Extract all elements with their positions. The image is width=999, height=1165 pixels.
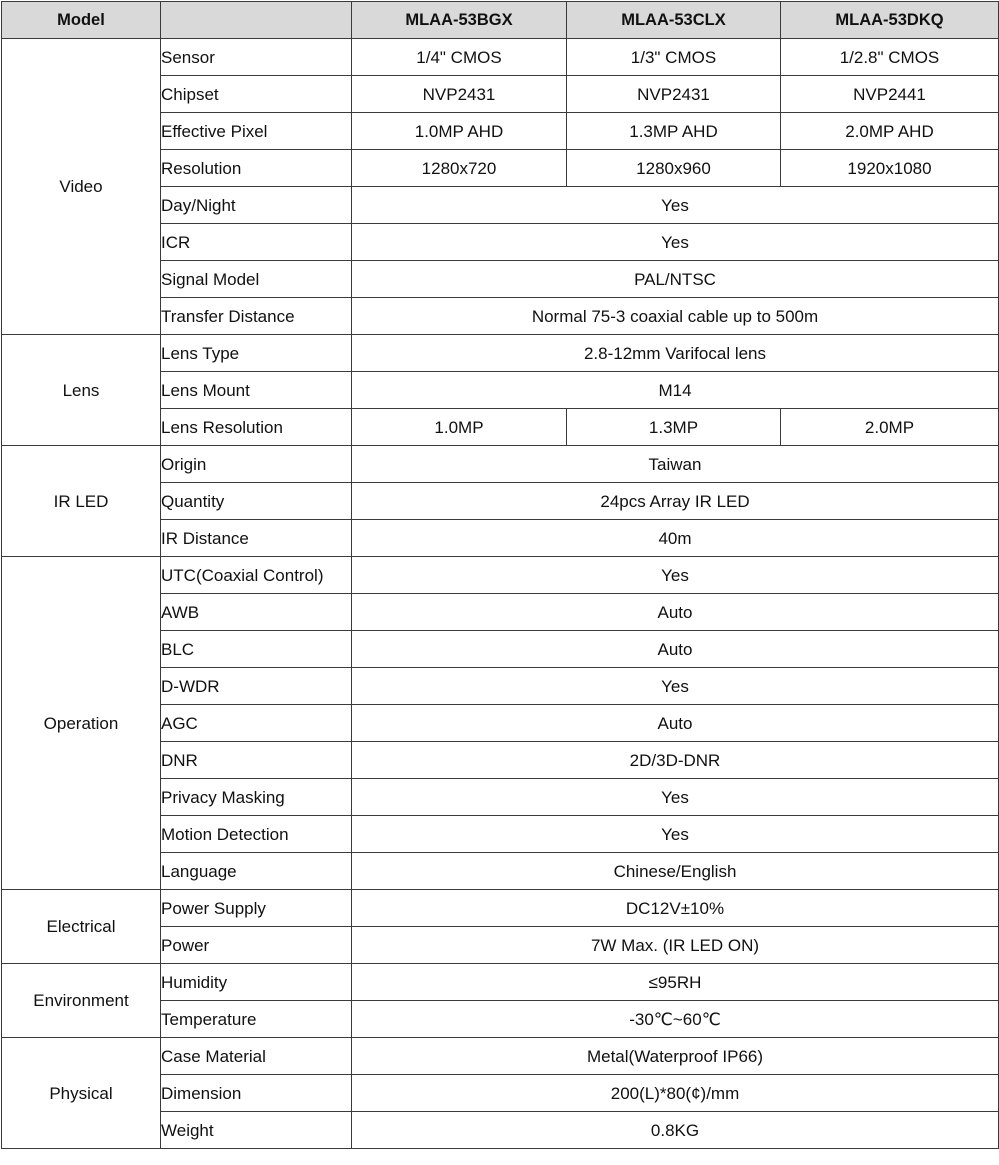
spec-value: Auto — [352, 705, 999, 742]
param-label: Privacy Masking — [161, 779, 352, 816]
param-label: Weight — [161, 1112, 352, 1149]
spec-value: Yes — [352, 779, 999, 816]
spec-value: 1/4" CMOS — [352, 39, 567, 76]
spec-value: Chinese/English — [352, 853, 999, 890]
spec-value: M14 — [352, 372, 999, 409]
param-label: Transfer Distance — [161, 298, 352, 335]
param-label: Lens Resolution — [161, 409, 352, 446]
spec-value: 1.0MP AHD — [352, 113, 567, 150]
param-label: Case Material — [161, 1038, 352, 1075]
spec-value: 2.0MP AHD — [781, 113, 999, 150]
param-label: Chipset — [161, 76, 352, 113]
param-label: DNR — [161, 742, 352, 779]
param-header — [161, 2, 352, 39]
param-label: BLC — [161, 631, 352, 668]
spec-value: 24pcs Array IR LED — [352, 483, 999, 520]
param-label: Day/Night — [161, 187, 352, 224]
model-column-header: MLAA-53CLX — [567, 2, 781, 39]
spec-value: NVP2431 — [352, 76, 567, 113]
spec-value: 1/3" CMOS — [567, 39, 781, 76]
spec-value: Metal(Waterproof IP66) — [352, 1038, 999, 1075]
param-label: Effective Pixel — [161, 113, 352, 150]
section-label: Physical — [2, 1038, 161, 1149]
param-label: D-WDR — [161, 668, 352, 705]
param-label: ICR — [161, 224, 352, 261]
spec-value: Taiwan — [352, 446, 999, 483]
table-row — [2, 335, 999, 372]
param-label: IR Distance — [161, 520, 352, 557]
section-label: Lens — [2, 335, 161, 446]
spec-value: 7W Max. (IR LED ON) — [352, 927, 999, 964]
header-row — [2, 2, 999, 39]
param-label: Lens Mount — [161, 372, 352, 409]
section-label: Electrical — [2, 890, 161, 964]
section-label: Operation — [2, 557, 161, 890]
spec-value: 1920x1080 — [781, 150, 999, 187]
spec-value: -30℃~60℃ — [352, 1001, 999, 1038]
model-header: Model — [2, 2, 161, 39]
param-label: Language — [161, 853, 352, 890]
spec-value: DC12V±10% — [352, 890, 999, 927]
table-row — [2, 446, 999, 483]
spec-value: NVP2441 — [781, 76, 999, 113]
param-label: Lens Type — [161, 335, 352, 372]
spec-value: PAL/NTSC — [352, 261, 999, 298]
spec-value: Yes — [352, 557, 999, 594]
model-column-header: MLAA-53BGX — [352, 2, 567, 39]
spec-value: 1.0MP — [352, 409, 567, 446]
param-label: AWB — [161, 594, 352, 631]
section-label: Video — [2, 39, 161, 335]
spec-value: Yes — [352, 187, 999, 224]
param-label: Power — [161, 927, 352, 964]
param-label: AGC — [161, 705, 352, 742]
spec-value: Auto — [352, 631, 999, 668]
table-row — [2, 39, 999, 76]
param-label: Quantity — [161, 483, 352, 520]
param-label: Humidity — [161, 964, 352, 1001]
param-label: Sensor — [161, 39, 352, 76]
param-label: Power Supply — [161, 890, 352, 927]
spec-value: 40m — [352, 520, 999, 557]
spec-value: Auto — [352, 594, 999, 631]
spec-value: 1280x960 — [567, 150, 781, 187]
spec-value: 200(L)*80(¢)/mm — [352, 1075, 999, 1112]
table-row — [2, 1038, 999, 1075]
section-label: Environment — [2, 964, 161, 1038]
spec-value: 1.3MP — [567, 409, 781, 446]
spec-value: Yes — [352, 668, 999, 705]
spec-table — [1, 1, 999, 1149]
spec-value: 2.8-12mm Varifocal lens — [352, 335, 999, 372]
spec-table-header — [2, 2, 999, 39]
table-row — [2, 557, 999, 594]
spec-value: Normal 75-3 coaxial cable up to 500m — [352, 298, 999, 335]
param-label: Origin — [161, 446, 352, 483]
param-label: Dimension — [161, 1075, 352, 1112]
section-label: IR LED — [2, 446, 161, 557]
spec-value: ≤95RH — [352, 964, 999, 1001]
model-column-header: MLAA-53DKQ — [781, 2, 999, 39]
param-label: UTC(Coaxial Control) — [161, 557, 352, 594]
spec-value: Yes — [352, 816, 999, 853]
table-row — [2, 890, 999, 927]
param-label: Signal Model — [161, 261, 352, 298]
param-label: Motion Detection — [161, 816, 352, 853]
spec-value: 1280x720 — [352, 150, 567, 187]
param-label: Resolution — [161, 150, 352, 187]
spec-value: 0.8KG — [352, 1112, 999, 1149]
spec-value: Yes — [352, 224, 999, 261]
spec-table-body — [2, 39, 999, 1149]
spec-value: 1/2.8" CMOS — [781, 39, 999, 76]
table-row — [2, 964, 999, 1001]
spec-value: 1.3MP AHD — [567, 113, 781, 150]
spec-value: 2.0MP — [781, 409, 999, 446]
param-label: Temperature — [161, 1001, 352, 1038]
spec-value: 2D/3D-DNR — [352, 742, 999, 779]
spec-value: NVP2431 — [567, 76, 781, 113]
